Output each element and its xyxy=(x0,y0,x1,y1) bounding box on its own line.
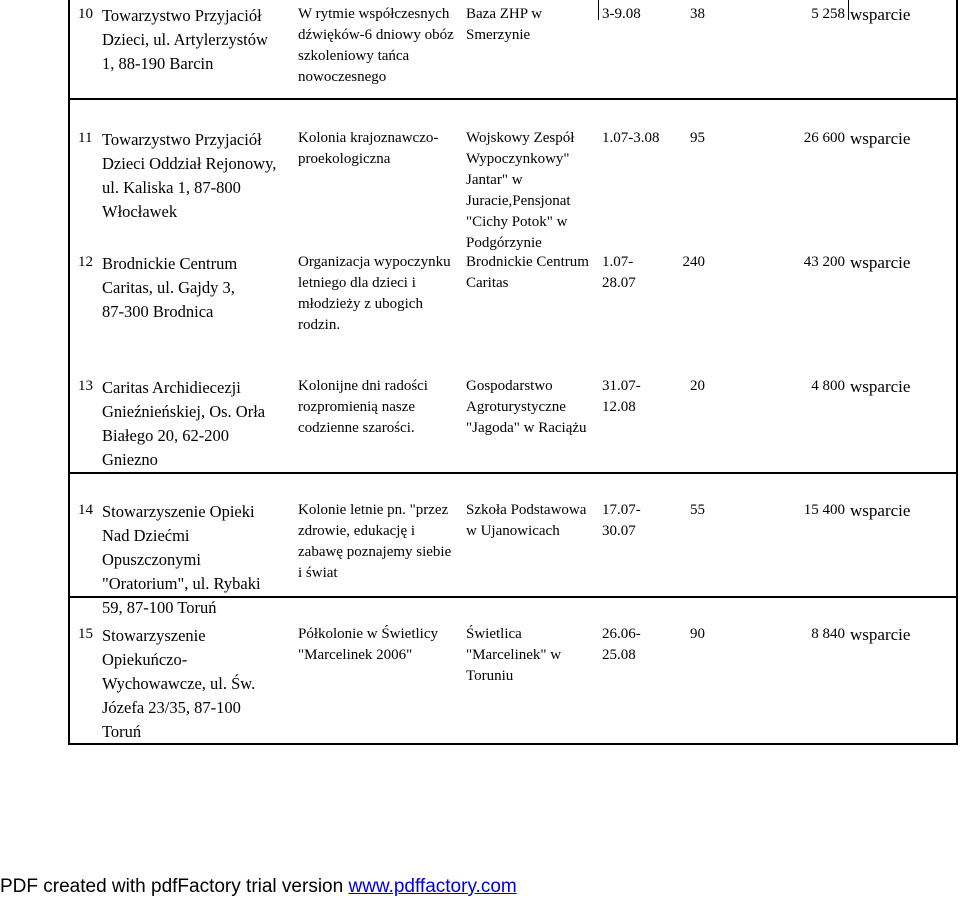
cell-line: 1.07- xyxy=(602,254,634,270)
cell-line: szkoleniowy tańca xyxy=(298,48,410,64)
cell-line: Kolonia krajoznawczo- xyxy=(298,130,439,146)
cell-line: 3-9.08 xyxy=(602,6,641,22)
cell-line: Białego 20, 62-200 xyxy=(102,426,229,445)
cell-line: Caritas xyxy=(466,275,509,291)
cell-line: Toruń xyxy=(102,722,142,741)
cell-nr xyxy=(78,252,100,273)
cell-people: 240 xyxy=(682,254,705,270)
cell-org xyxy=(102,500,292,620)
cell-line: Nad Dziećmi xyxy=(102,526,190,545)
cell-line: Jantar" w xyxy=(466,172,523,188)
cell-place xyxy=(466,128,601,254)
cell-form xyxy=(298,376,470,439)
cell-line: 1, 88-190 Barcin xyxy=(102,54,214,73)
cell-form xyxy=(298,128,470,170)
cell-line: Agroturystyczne xyxy=(466,399,566,415)
cell-org xyxy=(102,4,292,76)
cell-line: Caritas, ul. Gajdy 3, xyxy=(102,278,235,297)
cell-line: 26.06- xyxy=(602,626,641,642)
cell-type: wsparcie xyxy=(850,253,911,272)
cell-line: codzienne szarości. xyxy=(298,420,415,436)
cell-org xyxy=(102,252,292,324)
cell-line: 28.07 xyxy=(602,275,636,291)
cell-line: 30.07 xyxy=(602,523,636,539)
cell-line: dźwięków-6 dniowy obóz xyxy=(298,27,454,43)
cell-line: Świetlica xyxy=(466,626,522,642)
footer-text: PDF created with pdfFactory trial version xyxy=(0,876,349,897)
cell-amount: 26 600 xyxy=(803,130,845,146)
cell-line: letniego dla dzieci i xyxy=(298,275,416,291)
cell-line: 14 xyxy=(78,502,93,518)
cell-nr xyxy=(78,500,100,521)
cell-nr xyxy=(78,624,100,645)
cell-line: 12.08 xyxy=(602,399,636,415)
cell-line: Włocławek xyxy=(102,202,178,221)
cell-line: Dzieci Oddział Rejonowy, xyxy=(102,154,277,173)
cell-line: Towarzystwo Przyjaciół xyxy=(102,6,262,25)
cell-line: nowoczesnego xyxy=(298,69,387,85)
cell-line: 25.08 xyxy=(602,647,636,663)
cell-line: Półkolonie w Świetlicy xyxy=(298,626,438,642)
cell-line: i świat xyxy=(298,565,338,581)
cell-type: wsparcie xyxy=(850,501,911,520)
cell-line: rozpromienią nasze xyxy=(298,399,416,415)
cell-line: Józefa 23/35, 87-100 xyxy=(102,698,241,717)
cell-line: Wojskowy Zespół xyxy=(466,130,575,146)
cell-form xyxy=(298,252,470,336)
cell-type: wsparcie xyxy=(850,625,911,644)
cell-people: 90 xyxy=(690,626,705,642)
cell-place xyxy=(466,4,601,46)
cell-form xyxy=(298,4,470,88)
cell-line: Gniezno xyxy=(102,450,158,469)
cell-line: Stowarzyszenie xyxy=(102,626,206,645)
cell-line: Wypoczynkowy" xyxy=(466,151,570,167)
cell-line: Opuszczonymi xyxy=(102,550,201,569)
cell-line: Caritas Archidiecezji xyxy=(102,378,241,397)
cell-line: Szkoła Podstawowa xyxy=(466,502,587,518)
cell-line: Opiekuńczo- xyxy=(102,650,188,669)
cell-people: 55 xyxy=(690,502,705,518)
cell-line: 12 xyxy=(78,254,93,270)
cell-nr xyxy=(78,128,100,149)
cell-nr xyxy=(78,376,100,397)
cell-line: "Oratorium", ul. Rybaki xyxy=(102,574,261,593)
cell-line: Kolonie letnie pn. "przez xyxy=(298,502,449,518)
cell-line: 15 xyxy=(78,626,93,642)
cell-place xyxy=(466,252,601,294)
cell-line: "Marcelinek" w xyxy=(466,647,562,663)
cell-line: W rytmie współczesnych xyxy=(298,6,450,22)
cell-line: Kolonijne dni radości xyxy=(298,378,428,394)
cell-line: młodzieży z ubogich xyxy=(298,296,423,312)
cell-line: Dzieci, ul. Artylerzystów xyxy=(102,30,268,49)
cell-type: wsparcie xyxy=(850,5,911,24)
cell-line: Brodnickie Centrum xyxy=(102,254,238,273)
cell-place xyxy=(466,500,601,542)
cell-line: "Jagoda" w Raciążu xyxy=(466,420,587,436)
cell-line: "Cichy Potok" w xyxy=(466,214,568,230)
cell-amount: 5 258 xyxy=(811,6,845,22)
cell-line: Baza ZHP w xyxy=(466,6,543,22)
cell-line: 10 xyxy=(78,6,93,22)
cell-people: 95 xyxy=(690,130,705,146)
cell-type: wsparcie xyxy=(850,129,911,148)
cell-line: Stowarzyszenie Opieki xyxy=(102,502,255,521)
cell-line: Organizacja wypoczynku xyxy=(298,254,451,270)
cell-line: 31.07- xyxy=(602,378,641,394)
cell-org xyxy=(102,376,292,472)
cell-line: 59, 87-100 Toruń xyxy=(102,598,217,617)
cell-type: wsparcie xyxy=(850,377,911,396)
cell-line: Gnieźnieńskiej, Os. Orła xyxy=(102,402,266,421)
cell-amount: 43 200 xyxy=(803,254,845,270)
pdf-footer xyxy=(0,876,517,898)
cell-line: Podgórzynie xyxy=(466,235,542,251)
cell-line: Juracie,Pensjonat xyxy=(466,193,571,209)
cell-line: 87-300 Brodnica xyxy=(102,302,214,321)
cell-line: 17.07- xyxy=(602,502,641,518)
cell-form xyxy=(298,624,470,666)
cell-org xyxy=(102,128,292,224)
cell-line: rodzin. xyxy=(298,317,341,333)
cell-people: 38 xyxy=(690,6,705,22)
cell-amount: 4 800 xyxy=(811,378,845,394)
cell-line: w Ujanowicach xyxy=(466,523,560,539)
column-divider xyxy=(848,0,849,20)
row-divider xyxy=(70,472,956,474)
cell-line: "Marcelinek 2006" xyxy=(298,647,413,663)
cell-line: 11 xyxy=(78,130,93,146)
cell-org xyxy=(102,624,292,744)
cell-line: ul. Kaliska 1, 87-800 xyxy=(102,178,241,197)
cell-amount: 15 400 xyxy=(803,502,845,518)
cell-line: Toruniu xyxy=(466,668,514,684)
cell-line: zdrowie, edukację i xyxy=(298,523,416,539)
cell-line: 1.07-3.08 xyxy=(602,130,660,146)
cell-line: Towarzystwo Przyjaciół xyxy=(102,130,262,149)
cell-form xyxy=(298,500,470,584)
cell-line: proekologiczna xyxy=(298,151,391,167)
cell-line: 13 xyxy=(78,378,93,394)
cell-place xyxy=(466,624,601,687)
cell-place xyxy=(466,376,601,439)
cell-nr xyxy=(78,4,100,25)
cell-line: zabawę poznajemy siebie xyxy=(298,544,452,560)
cell-people: 20 xyxy=(690,378,705,394)
cell-line: Brodnickie Centrum xyxy=(466,254,589,270)
cell-line: Gospodarstwo xyxy=(466,378,553,394)
cell-line: Smerzynie xyxy=(466,27,531,43)
cell-line: Wychowawcze, ul. Św. xyxy=(102,674,256,693)
cell-amount: 8 840 xyxy=(811,626,845,642)
footer-link[interactable]: www.pdffactory.com xyxy=(348,876,517,897)
row-divider xyxy=(70,98,956,100)
